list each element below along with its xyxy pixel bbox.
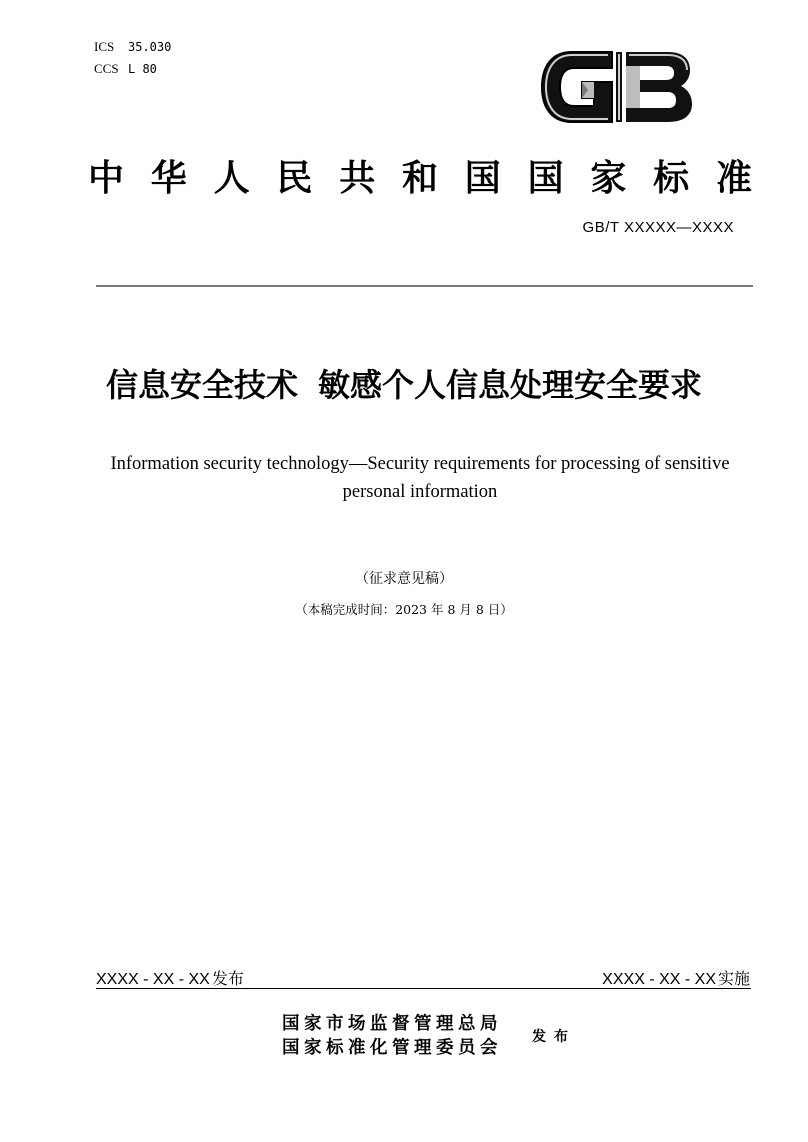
heading-char: 国 bbox=[464, 157, 501, 199]
implementation-label: 实施 bbox=[717, 969, 750, 988]
heading-char: 标 bbox=[653, 157, 690, 199]
issuer-samr: 国家市场监督管理总局 bbox=[282, 1014, 502, 1034]
heading-char: 华 bbox=[150, 157, 187, 199]
draft-status: （征求意见稿） bbox=[355, 571, 453, 587]
heading-char: 民 bbox=[276, 157, 313, 199]
title-chinese bbox=[0, 360, 808, 406]
heading-char: 国 bbox=[527, 157, 564, 199]
publish-label: 发布 bbox=[532, 1029, 576, 1045]
ccs-code bbox=[94, 58, 171, 80]
heading-char: 中 bbox=[88, 157, 125, 199]
classification-codes bbox=[94, 36, 171, 80]
heading-char: 准 bbox=[715, 157, 752, 199]
national-standard-heading bbox=[88, 150, 752, 201]
implementation-date-value: XXXX - XX - XX bbox=[602, 971, 716, 988]
ccs-value: L 80 bbox=[128, 62, 157, 76]
ics-value: 35.030 bbox=[128, 40, 172, 54]
heading-char: 家 bbox=[590, 157, 627, 199]
issue-date-value: XXXX - XX - XX bbox=[96, 971, 210, 988]
issuer-sac: 国家标准化管理委员会 bbox=[282, 1038, 502, 1058]
heading-char: 和 bbox=[401, 157, 438, 199]
heading-char: 人 bbox=[213, 157, 250, 199]
issue-label: 发布 bbox=[211, 969, 244, 988]
completion-date: （本稿完成时间：2023 年 8 月 8 日） bbox=[295, 602, 513, 617]
ics-label: ICS bbox=[94, 39, 115, 54]
issuing-authorities bbox=[282, 1012, 502, 1060]
issue-date bbox=[96, 966, 244, 989]
title-cn-part1: 信息安全技术 bbox=[105, 366, 298, 404]
gb-logo-icon bbox=[538, 48, 694, 126]
ics-code bbox=[94, 36, 171, 58]
heading-char: 共 bbox=[339, 157, 376, 199]
standard-number: GB/T XXXXX—XXXX bbox=[582, 219, 734, 236]
implementation-date bbox=[602, 966, 750, 989]
title-cn-part2: 敏感个人信息处理安全要求 bbox=[318, 366, 703, 404]
ccs-label: CCS bbox=[94, 61, 119, 76]
bottom-divider bbox=[96, 988, 751, 989]
top-divider bbox=[96, 285, 753, 287]
title-english: Information security technology—Security requirements for processing of sensitive personal information bbox=[110, 454, 730, 502]
